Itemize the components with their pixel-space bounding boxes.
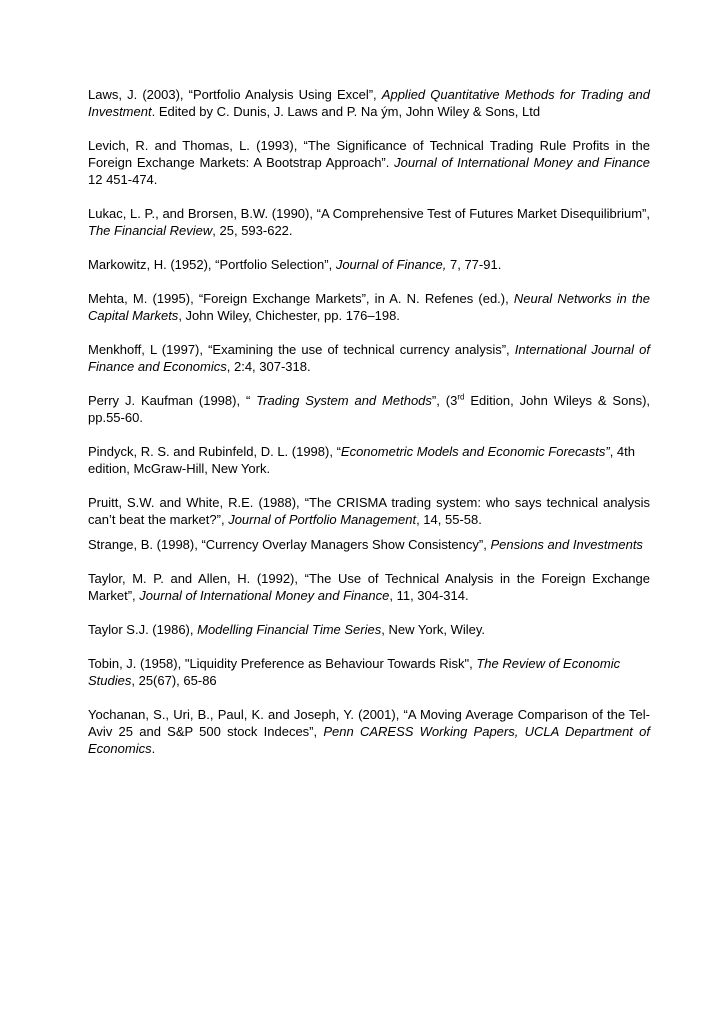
reference-text: Pruitt, S.W. and White, R.E. (1988), “The CRISMA trading system: who says technical analysis can’t beat the market?”,	[88, 495, 650, 527]
reference-source: Modelling Financial Time Series	[197, 622, 382, 637]
reference-entry	[88, 706, 650, 757]
reference-text: Markowitz, H. (1952), “Portfolio Selection”,	[88, 257, 336, 272]
reference-details: 12 451-474.	[88, 172, 158, 187]
reference-text: Menkhoff, L (1997), “Examining the use of technical currency analysis”,	[88, 342, 515, 357]
reference-source: Journal of Portfolio Management	[228, 512, 417, 527]
reference-text: Perry J. Kaufman (1998), “	[88, 393, 257, 408]
reference-entry	[88, 86, 650, 120]
reference-source: The Financial Review	[88, 223, 213, 238]
reference-source: Neural Networks in the Capital Markets	[88, 291, 651, 323]
reference-source: International Journal of Finance and Economics	[88, 342, 650, 374]
reference-entry	[88, 205, 650, 239]
reference-details: , 25, 593-622.	[212, 223, 293, 238]
reference-source: Journal of International Money and Finance	[394, 155, 650, 170]
reference-entry	[88, 341, 650, 375]
reference-text: Strange, B. (1998), “Currency Overlay Managers Show Consistency”,	[88, 537, 491, 552]
reference-details: . Edited by C. Dunis, J. Laws and P. Na ým, John Wiley & Sons, Ltd	[151, 104, 541, 119]
reference-source: Applied Quantitative Methods for Trading and Investment	[88, 87, 650, 119]
reference-entry	[88, 256, 650, 273]
reference-text: ”, (3	[431, 393, 458, 408]
reference-source: The Review of Economic Studies	[88, 656, 621, 688]
reference-entry	[88, 536, 650, 553]
reference-entry	[88, 290, 650, 324]
reference-entry	[88, 570, 650, 604]
reference-details: , 11, 304-314.	[389, 588, 469, 603]
reference-text: Laws, J. (2003), “Portfolio Analysis Using Excel”,	[88, 87, 382, 102]
reference-text: Taylor, M. P. and Allen, H. (1992), “The Use of Technical Analysis in the Foreign Exchange Market”,	[88, 571, 650, 603]
reference-text: Taylor S.J. (1986),	[88, 622, 198, 637]
reference-details: , 4th edition, McGraw-Hill, New York.	[88, 444, 635, 476]
reference-entry	[88, 494, 650, 528]
reference-details: , 2:4, 307-318.	[226, 359, 311, 374]
reference-details: 7, 77-91.	[446, 257, 502, 272]
reference-entry	[88, 443, 650, 477]
reference-text: Tobin, J. (1958), "Liquidity Preference as Behaviour Towards Risk",	[88, 656, 477, 671]
reference-entry	[88, 392, 650, 426]
reference-list	[88, 86, 650, 774]
reference-entry	[88, 621, 650, 638]
reference-source: Journal of Finance,	[335, 257, 447, 272]
reference-details: , John Wiley, Chichester, pp. 176–198.	[178, 308, 400, 323]
reference-entry	[88, 137, 650, 188]
ordinal-superscript: rd	[457, 392, 465, 402]
reference-text: Mehta, M. (1995), “Foreign Exchange Markets”, in A. N. Refenes (ed.),	[88, 291, 514, 306]
reference-source: Pensions and Investments	[490, 537, 643, 552]
reference-source: Trading System and Methods	[256, 393, 432, 408]
reference-text: Yochanan, S., Uri, B., Paul, K. and Joseph, Y. (2001), “A Moving Average Comparison of the Tel-Aviv 25 and S&P 500 stock Indeces”,	[88, 707, 650, 739]
reference-source: Journal of International Money and Finance	[139, 588, 390, 603]
reference-details: .	[151, 741, 156, 756]
reference-details: , 25(67), 65-86	[131, 673, 217, 688]
reference-text: Pindyck, R. S. and Rubinfeld, D. L. (1998), “	[88, 444, 341, 459]
reference-text: Levich, R. and Thomas, L. (1993), “The Significance of Technical Trading Rule Profits in the Foreign Exchange Markets: A Bootstrap Approach”.	[88, 138, 650, 170]
reference-details: , New York, Wiley.	[381, 622, 486, 637]
reference-text: Lukac, L. P., and Brorsen, B.W. (1990), “A Comprehensive Test of Futures Market Disequilibrium”,	[88, 206, 650, 221]
reference-details: Edition, John Wileys & Sons), pp.55-60.	[88, 393, 651, 425]
reference-entry	[88, 655, 650, 689]
reference-details: , 14, 55-58.	[416, 512, 482, 527]
reference-source: Econometric Models and Economic Forecasts”	[340, 444, 610, 459]
reference-source: Penn CARESS Working Papers, UCLA Department of Economics	[88, 724, 650, 756]
